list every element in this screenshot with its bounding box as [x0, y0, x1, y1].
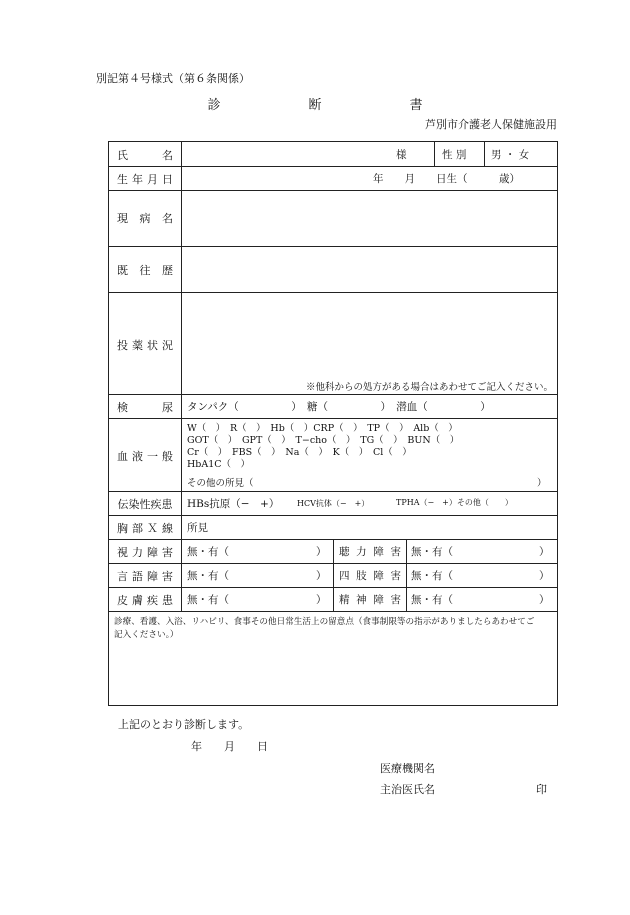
seal-mark: 印 — [536, 783, 547, 796]
sama-suffix: 様 — [396, 149, 407, 161]
label-blood-test: 血液一般 — [117, 450, 173, 463]
label-speech: 言語障害 — [117, 570, 173, 583]
vision-close: ） — [316, 546, 327, 558]
speech-close: ） — [316, 570, 327, 582]
label-infectious-disease: 伝染性疾患 — [117, 498, 173, 511]
skin-close: ） — [316, 594, 327, 606]
speech-field[interactable]: 無・有（ — [187, 570, 229, 582]
label-skin: 皮膚疾患 — [117, 594, 173, 607]
mental-field[interactable]: 無・有（ — [411, 594, 453, 606]
gender-options[interactable]: 男 ・ 女 — [491, 149, 530, 161]
form-reference: 別記第４号様式（第６条関係） — [96, 72, 250, 85]
blood-line-1[interactable]: W（ ） R（ ） Hb（ ）CRP（ ） TP（ ） Alb（ ） — [187, 423, 458, 434]
hearing-field[interactable]: 無・有（ — [411, 546, 453, 558]
label-chest-xray: 胸部Ｘ線 — [117, 522, 173, 535]
label-vision: 視力障害 — [117, 546, 173, 559]
label-name: 氏 名 — [117, 149, 173, 162]
skin-field[interactable]: 無・有（ — [187, 594, 229, 606]
diagnosis-form — [108, 141, 558, 706]
label-hearing: 聴力障害 — [339, 546, 401, 558]
urine-test-fields[interactable]: タンパク（ ） 糖（ ） 潜血（ ） — [187, 401, 491, 413]
label-urine-test: 検 尿 — [117, 401, 173, 414]
label-medication: 投薬状況 — [117, 339, 173, 352]
label-medical-history: 既 往 歴 — [117, 264, 173, 277]
blood-line-4[interactable]: HbA1C（ ） — [187, 459, 251, 470]
doctor-name-label: 主治医氏名 — [380, 783, 435, 796]
blood-line-2[interactable]: GOT（ ） GPT（ ） T−cho（ ） TG（ ） BUN（ ） — [187, 435, 460, 446]
notes-area[interactable] — [109, 642, 557, 705]
medication-note: ※他科からの処方がある場合はあわせてご記入ください。 — [306, 382, 554, 393]
label-birth-date: 生年月日 — [117, 173, 173, 186]
hbs-antigen-field[interactable]: HBs抗原（− +） — [187, 498, 280, 510]
vision-field[interactable]: 無・有（ — [187, 546, 229, 558]
notes-line-2: 記入ください。） — [114, 630, 179, 640]
label-current-illness: 現 病 名 — [117, 212, 173, 225]
label-mental: 精神障害 — [339, 594, 401, 606]
mental-close: ） — [539, 594, 550, 606]
gender-label: 性 別 — [442, 149, 467, 161]
tpha-label: TPHA（− +）その他（ ） — [396, 498, 513, 507]
limbs-close: ） — [539, 570, 550, 582]
hearing-close: ） — [539, 546, 550, 558]
notes-line-1: 診療、看護、入浴、リハビリ、食事その他日常生活上の留意点（食事制限等の指示がありましたらあわせてご — [114, 617, 535, 627]
birth-date-field[interactable]: 年 月 日生（ 歳） — [373, 173, 520, 185]
facility-name: 芦別市介護老人保健施設用 — [425, 118, 557, 131]
document-title — [0, 94, 630, 113]
blood-other-close: ） — [537, 478, 547, 489]
tpha-field[interactable] — [396, 496, 513, 508]
xray-findings[interactable]: 所見 — [187, 522, 208, 534]
label-limbs: 四肢障害 — [339, 570, 401, 582]
blood-line-3[interactable]: Cr（ ） FBS（ ） Na（ ） K（ ） Cl（ ） — [187, 447, 412, 458]
diagnosis-statement: 上記のとおり診断します。 — [118, 718, 250, 731]
diagnosis-date[interactable]: 年 月 日 — [191, 740, 268, 753]
blood-other-findings[interactable]: その他の所見（ — [187, 478, 254, 489]
title-char-1: 診 — [207, 98, 221, 113]
hcv-antibody-field[interactable]: HCV抗体（− +） — [297, 499, 370, 508]
title-char-2: 断 — [308, 98, 322, 113]
limbs-field[interactable]: 無・有（ — [411, 570, 453, 582]
title-char-3: 書 — [409, 98, 423, 113]
institution-label: 医療機関名 — [380, 762, 435, 775]
